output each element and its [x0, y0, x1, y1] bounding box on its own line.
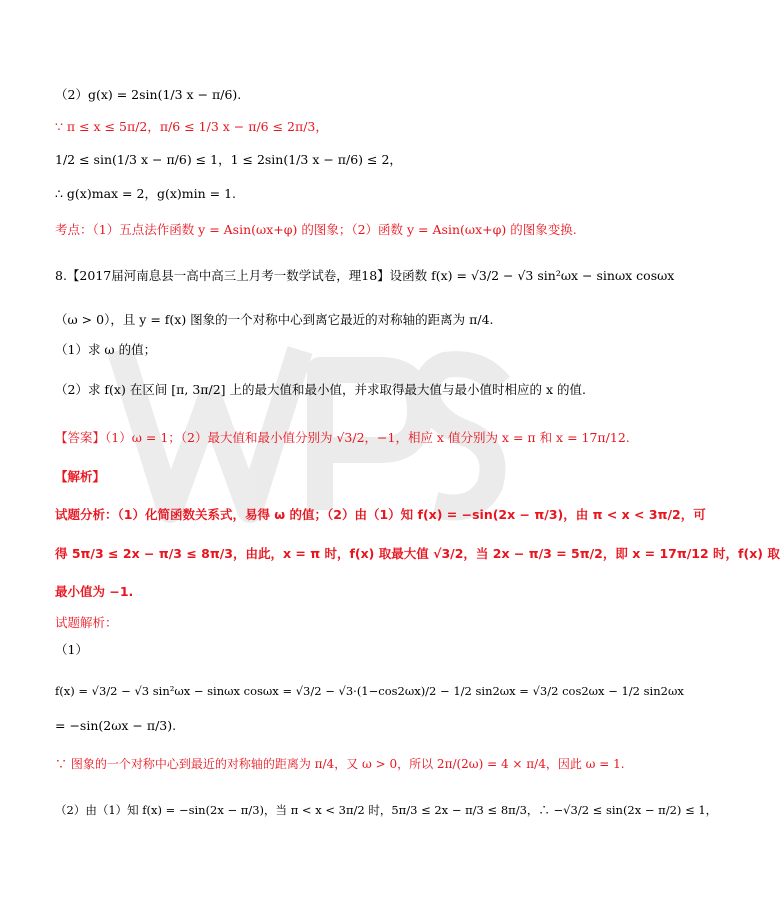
- doc-line-9: （2）求 f(x) 在区间 [π, 3π/2] 上的最大值和最小值，并求取得最大值与最小值时相应的 x 的值.: [55, 382, 586, 397]
- doc-line-11: 【解析】: [55, 469, 106, 484]
- doc-line-3: 1/2 ≤ sin(1/3 x − π/6) ≤ 1，1 ≤ 2sin(1/3 x − π/6) ≤ 2，: [55, 152, 402, 167]
- doc-line-13: 得 5π/3 ≤ 2x − π/3 ≤ 8π/3，由此，x = π 时，f(x) 取最大值 √3/2，当 2x − π/3 = 5π/2，即 x = 17π/12 时，f(x) 取: [55, 546, 780, 561]
- doc-line-7: （ω > 0），且 y = f(x) 图象的一个对称中心到离它最近的对称轴的距离为 π/4.: [55, 312, 494, 327]
- doc-line-10: 【答案】（1）ω = 1；（2）最大值和最小值分别为 √3/2，−1，相应 x 值分别为 x = π 和 x = 17π/12.: [55, 430, 630, 445]
- doc-line-16: （1）: [55, 642, 88, 657]
- doc-line-19: ∵ 图象的一个对称中心到最近的对称轴的距离为 π/4，又 ω > 0，所以 2π/(2ω) = 4 × π/4，因此 ω = 1.: [55, 757, 625, 771]
- doc-line-4: ∴ g(x)max = 2，g(x)min = 1.: [55, 186, 237, 201]
- doc-line-6: 8.【2017届河南息县一高中高三上月考一数学试卷，理18】设函数 f(x) = √3/2 − √3 sin²ωx − sinωx cosωx: [55, 268, 675, 283]
- doc-line-2: ∵ π ≤ x ≤ 5π/2，π/6 ≤ 1/3 x − π/6 ≤ 2π/3，: [55, 119, 328, 134]
- doc-line-8: （1）求 ω 的值；: [55, 342, 157, 357]
- doc-line-18: = −sin(2ωx − π/3).: [55, 718, 177, 733]
- doc-line-12: 试题分析：（1）化简函数关系式，易得 ω 的值；（2）由（1）知 f(x) = −sin(2x − π/3)，由 π < x < 3π/2，可: [55, 507, 706, 522]
- doc-line-15: 试题解析：: [55, 615, 118, 630]
- doc-line-17: f(x) = √3/2 − √3 sin²ωx − sinωx cosωx = √3/2 − √3·(1−cos2ωx)/2 − 1/2 sin2ωx = √3/2 cos2ωx − 1/2 sin2ωx: [55, 684, 684, 698]
- doc-line-20: （2）由（1）知 f(x) = −sin(2x − π/3)，当 π < x < 3π/2 时，5π/3 ≤ 2x − π/3 ≤ 8π/3，∴ −√3/2 ≤ sin(2x − π/2) ≤ 1，: [55, 803, 718, 817]
- doc-line-14: 最小值为 −1.: [55, 584, 134, 599]
- doc-line-1: （2）g(x) = 2sin(1/3 x − π/6).: [55, 87, 242, 102]
- doc-line-5: 考点：（1）五点法作函数 y = Asin(ωx+φ) 的图象；（2）函数 y = Asin(ωx+φ) 的图象变换.: [55, 222, 577, 237]
